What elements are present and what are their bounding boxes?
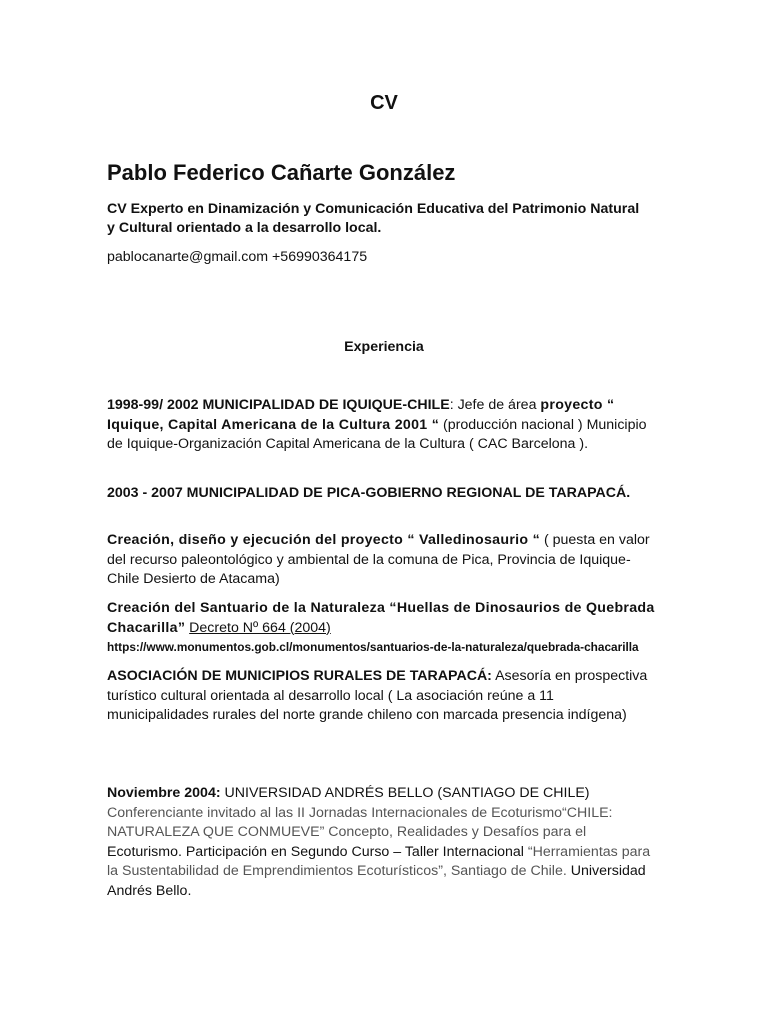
- entry-valledinosaurio: [107, 531, 655, 590]
- entry-unab-grey1: Conferenciante invitado al las II Jornadas Internacionales de Ecoturismo“CHILE: NATURALEZA QUE CONMUEVE” Concepto, Realidades y Desafíos para el: [107, 804, 613, 840]
- entry-unab-grey2: “Herramientas para la Sustentabilidad de Emprendimientos Ecoturísticos”, Santiago de Chile.: [107, 843, 651, 879]
- entry-unab-org: UNIVERSIDAD ANDRÉS BELLO (SANTIAGO DE CHILE): [220, 785, 590, 801]
- entry-iquique-sep: :: [449, 397, 458, 413]
- entry-asociacion: [107, 667, 655, 726]
- monumentos-url[interactable]: https://www.monumentos.gob.cl/monumentos/santuarios-de-la-naturaleza/quebrada-chacarilla: [107, 640, 639, 654]
- entry-asociacion-bold: ASOCIACIÓN DE MUNICIPIOS RURALES DE TARAPACÁ:: [107, 668, 492, 684]
- entry-asociacion-rest: Asesoría en prospectiva turístico cultural orientada al desarrollo local ( La asociación reúne a 11 municipalidades rurales del norte grande chileno con marcada presencia indígena): [107, 668, 648, 723]
- entry-valledinosaurio-bold: Creación, diseño y ejecución del proyecto “ Valledinosaurio “: [107, 532, 541, 548]
- entry-pica-head: 2003 - 2007 MUNICIPALIDAD DE PICA-GOBIERNO REGIONAL DE TARAPACÁ.: [107, 485, 631, 501]
- contact-info: pablocanarte@gmail.com +56990364175: [107, 249, 368, 265]
- entry-unab-dark1: Ecoturismo. Participación en Segundo Curso – Taller Internacional: [107, 843, 528, 860]
- entry-iquique-role: Jefe de área: [457, 397, 541, 413]
- entry-unab-dark2: Universidad Andrés Bello.: [107, 863, 646, 899]
- person-name: Pablo Federico Cañarte González: [107, 160, 456, 185]
- entry-unab-date: Noviembre 2004:: [107, 785, 221, 801]
- document-title: CV: [370, 92, 398, 114]
- entry-santuario-bold: Creación del Santuario de la Naturaleza “Huellas de Dinosaurios de Quebrada Chacarilla”: [107, 600, 655, 636]
- decreto-link[interactable]: Decreto Nº 664 (2004): [189, 619, 331, 636]
- entry-valledinosaurio-rest: ( puesta en valor del recurso paleontológico y ambiental de la comuna de Pica, Provincia de Iquique- Chile Desierto de Atacama): [107, 532, 650, 587]
- entry-unab: [107, 784, 655, 901]
- entry-iquique: [107, 396, 655, 455]
- entry-iquique-head: 1998-99/ 2002 MUNICIPALIDAD DE IQUIQUE-CHILE: [107, 397, 450, 413]
- entry-santuario: [107, 599, 655, 638]
- entry-iquique-project: proyecto “ Iquique, Capital Americana de la Cultura 2001 “: [107, 397, 615, 433]
- section-heading-experiencia: Experiencia: [344, 339, 424, 355]
- entry-iquique-rest: (producción nacional ) Municipio de Iquique-Organización Capital Americana de la Cultura ( CAC Barcelona ).: [107, 416, 647, 452]
- professional-subtitle: CV Experto en Dinamización y Comunicación Educativa del Patrimonio Natural y Cultural orientado a la desarrollo local.: [107, 201, 640, 236]
